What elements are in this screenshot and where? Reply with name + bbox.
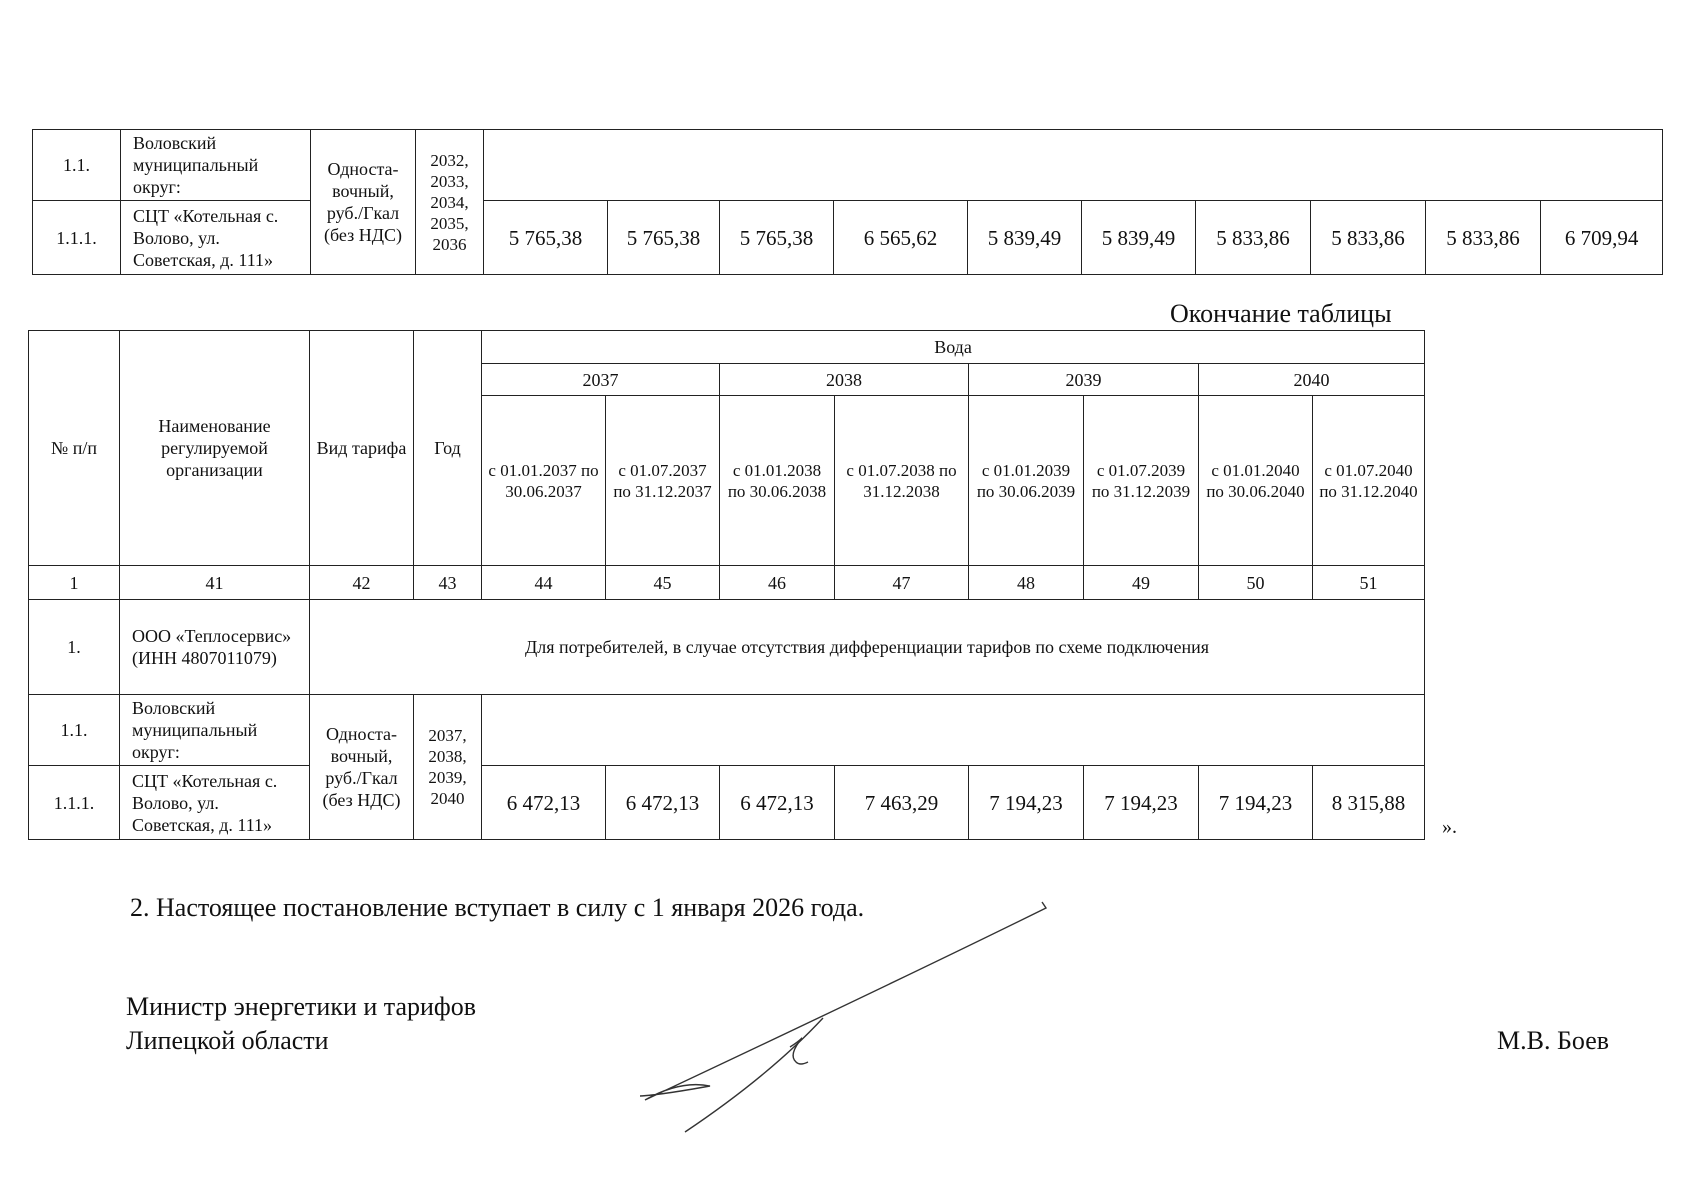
tariff-value: 6 472,13 bbox=[720, 766, 835, 840]
tariff-value: 6 565,62 bbox=[834, 201, 968, 275]
header-number: № п/п bbox=[29, 331, 120, 566]
tariff-table-main bbox=[28, 330, 1425, 840]
column-number: 42 bbox=[310, 566, 414, 600]
tariff-value: 5 839,49 bbox=[968, 201, 1082, 275]
column-number: 47 bbox=[835, 566, 969, 600]
row-number: 1.1. bbox=[29, 695, 120, 766]
org-name: Воловский муниципальный округ: bbox=[121, 130, 311, 201]
header-period: с 01.07.2038 по 31.12.2038 bbox=[835, 396, 969, 566]
tariff-table-top bbox=[32, 129, 1663, 275]
header-year-2037: 2037 bbox=[482, 364, 720, 396]
header-water: Вода bbox=[482, 331, 1425, 364]
row-number: 1.1.1. bbox=[33, 201, 121, 275]
tariff-value: 6 472,13 bbox=[606, 766, 720, 840]
empty-cell bbox=[484, 130, 1663, 201]
header-year: Год bbox=[414, 331, 482, 566]
header-period: с 01.07.2037 по 31.12.2037 bbox=[606, 396, 720, 566]
tariff-value: 5 839,49 bbox=[1082, 201, 1196, 275]
column-number: 43 bbox=[414, 566, 482, 600]
district-name: Воловский муниципальный округ: bbox=[120, 695, 310, 766]
header-period: с 01.01.2037 по 30.06.2037 bbox=[482, 396, 606, 566]
signatory-title bbox=[126, 990, 476, 1058]
org-name: СЦТ «Котельная с. Волово, ул. Советская, д. 111» bbox=[121, 201, 311, 275]
header-tariff-type: Вид тарифа bbox=[310, 331, 414, 566]
signatory-title-line2: Липецкой области bbox=[126, 1026, 329, 1055]
row-number: 1.1.1. bbox=[29, 766, 120, 840]
tariff-value: 7 194,23 bbox=[1084, 766, 1199, 840]
tariff-type: Односта-вочный, руб./Гкал (без НДС) bbox=[310, 695, 414, 840]
tariff-value: 5 833,86 bbox=[1196, 201, 1311, 275]
tariff-value: 7 463,29 bbox=[835, 766, 969, 840]
signatory-name: М.В. Боев bbox=[1497, 1026, 1610, 1055]
tariff-value: 5 765,38 bbox=[484, 201, 608, 275]
tariff-value: 7 194,23 bbox=[969, 766, 1084, 840]
tariff-type: Односта-вочный, руб./Гкал (без НДС) bbox=[311, 130, 416, 275]
header-year-2039: 2039 bbox=[969, 364, 1199, 396]
column-number: 48 bbox=[969, 566, 1084, 600]
column-number: 44 bbox=[482, 566, 606, 600]
tariff-value: 7 194,23 bbox=[1199, 766, 1313, 840]
tariff-value: 5 765,38 bbox=[608, 201, 720, 275]
consumer-note: Для потребителей, в случае отсутствия дифференциации тарифов по схеме подключения bbox=[310, 600, 1425, 695]
tariff-value: 5 833,86 bbox=[1311, 201, 1426, 275]
column-number: 41 bbox=[120, 566, 310, 600]
column-number: 45 bbox=[606, 566, 720, 600]
tariff-value: 6 709,94 bbox=[1541, 201, 1663, 275]
row-number: 1. bbox=[29, 600, 120, 695]
tariff-value: 8 315,88 bbox=[1313, 766, 1425, 840]
effective-date-paragraph: 2. Настоящее постановление вступает в силу с 1 января 2026 года. bbox=[130, 893, 865, 922]
header-period: с 01.07.2040 по 31.12.2040 bbox=[1313, 396, 1425, 566]
row-number: 1.1. bbox=[33, 130, 121, 201]
header-year-2038: 2038 bbox=[720, 364, 969, 396]
boiler-name: СЦТ «Котельная с. Волово, ул. Советская, д. 111» bbox=[120, 766, 310, 840]
header-period: с 01.01.2039 по 30.06.2039 bbox=[969, 396, 1084, 566]
signatory-title-line1: Министр энергетики и тарифов bbox=[126, 992, 477, 1021]
column-number: 50 bbox=[1199, 566, 1313, 600]
org-name: ООО «Теплосервис» (ИНН 4807011079) bbox=[120, 600, 310, 695]
closing-quote-mark: ». bbox=[1442, 816, 1457, 838]
empty-cell bbox=[482, 695, 1425, 766]
header-org: Наименование регулируемой организации bbox=[120, 331, 310, 566]
tariff-years: 2037, 2038, 2039, 2040 bbox=[414, 695, 482, 840]
column-number: 1 bbox=[29, 566, 120, 600]
column-number: 46 bbox=[720, 566, 835, 600]
header-period: с 01.07.2039 по 31.12.2039 bbox=[1084, 396, 1199, 566]
header-year-2040: 2040 bbox=[1199, 364, 1425, 396]
tariff-years: 2032, 2033, 2034, 2035, 2036 bbox=[416, 130, 484, 275]
table-caption: Окончание таблицы bbox=[1170, 299, 1392, 328]
column-number: 49 bbox=[1084, 566, 1199, 600]
column-number: 51 bbox=[1313, 566, 1425, 600]
tariff-value: 5 765,38 bbox=[720, 201, 834, 275]
tariff-value: 5 833,86 bbox=[1426, 201, 1541, 275]
header-period: с 01.01.2038 по 30.06.2038 bbox=[720, 396, 835, 566]
tariff-value: 6 472,13 bbox=[482, 766, 606, 840]
handwritten-signature bbox=[600, 890, 1060, 1140]
header-period: с 01.01.2040 по 30.06.2040 bbox=[1199, 396, 1313, 566]
